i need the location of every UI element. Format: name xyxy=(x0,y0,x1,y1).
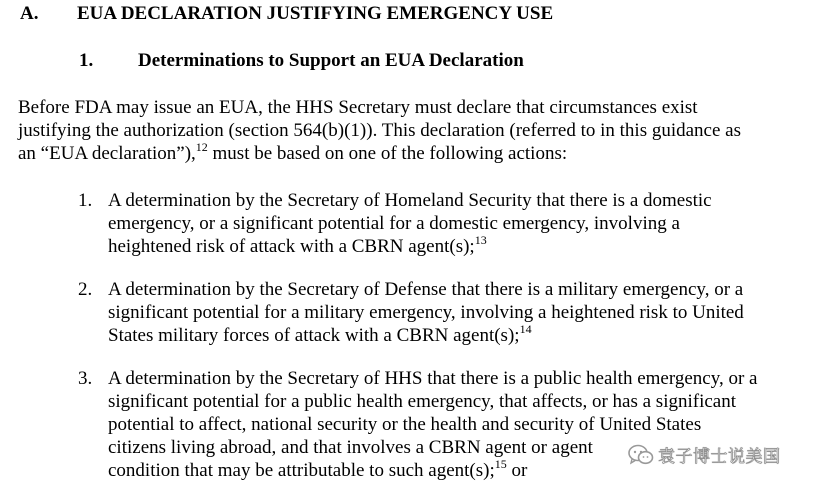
footnote-ref: 14 xyxy=(519,322,532,336)
footnote-ref: 13 xyxy=(474,233,487,247)
list-item-number: 3. xyxy=(78,368,93,389)
list-item-trailing: or xyxy=(506,460,528,481)
footnote-ref: 15 xyxy=(494,457,507,471)
list-item-body xyxy=(108,278,744,347)
footnote-ref: 12 xyxy=(195,140,208,154)
list-item-line: emergency, or a significant potential for a domestic emergency, involving a xyxy=(108,213,680,234)
list-item-number: 1. xyxy=(78,190,93,211)
wechat-icon xyxy=(628,444,654,466)
list-item-line: A determination by the Secretary of HHS that there is a public health emergency, or a xyxy=(108,368,758,389)
list-item-line xyxy=(108,235,712,258)
list-item-line: potential to affect, national security or the health and security of United States xyxy=(108,414,702,435)
intro-line: justifying the authorization (section 564(b)(1)). This declaration (referred to in this guidance as xyxy=(18,120,742,141)
intro-line-text: must be based on one of the following actions: xyxy=(207,143,568,164)
section-title: EUA DECLARATION JUSTIFYING EMERGENCY USE xyxy=(77,3,554,24)
watermark-text: 袁子博士说美国 xyxy=(658,447,781,467)
list-item-line: A determination by the Secretary of Defense that there is a military emergency, or a xyxy=(108,279,744,300)
list-item-text: States military forces of attack with a CBRN agent(s); xyxy=(108,325,520,346)
list-item-number: 2. xyxy=(78,279,93,300)
intro-line-text: an “EUA declaration”), xyxy=(18,143,196,164)
list-item-text: heightened risk of attack with a CBRN agent(s); xyxy=(108,236,475,257)
section-heading xyxy=(20,3,553,25)
list-item-line: citizens living abroad, and that involves a CBRN agent or agent xyxy=(108,437,593,458)
list-item-text: condition that may be attributable to such agent(s); xyxy=(108,460,495,481)
list-item-line: A determination by the Secretary of Homeland Security that there is a domestic xyxy=(108,190,712,211)
subsection-number: 1. xyxy=(79,50,94,71)
list-item-line: significant potential for a public health emergency, that affects, or has a significant xyxy=(108,391,737,412)
subsection-heading xyxy=(79,50,524,72)
subsection-title: Determinations to Support an EUA Declaration xyxy=(138,50,524,71)
section-number: A. xyxy=(20,3,39,24)
intro-line: Before FDA may issue an EUA, the HHS Secretary must declare that circumstances exist xyxy=(18,97,698,118)
list-item-body xyxy=(108,189,712,258)
list-item xyxy=(78,278,744,347)
intro-line xyxy=(18,142,741,165)
list-item-line xyxy=(108,324,744,347)
list-item-line: significant potential for a military emergency, involving a heightened risk to United xyxy=(108,302,744,323)
intro-paragraph xyxy=(18,96,741,165)
list-item xyxy=(78,189,712,258)
watermark xyxy=(628,442,781,467)
